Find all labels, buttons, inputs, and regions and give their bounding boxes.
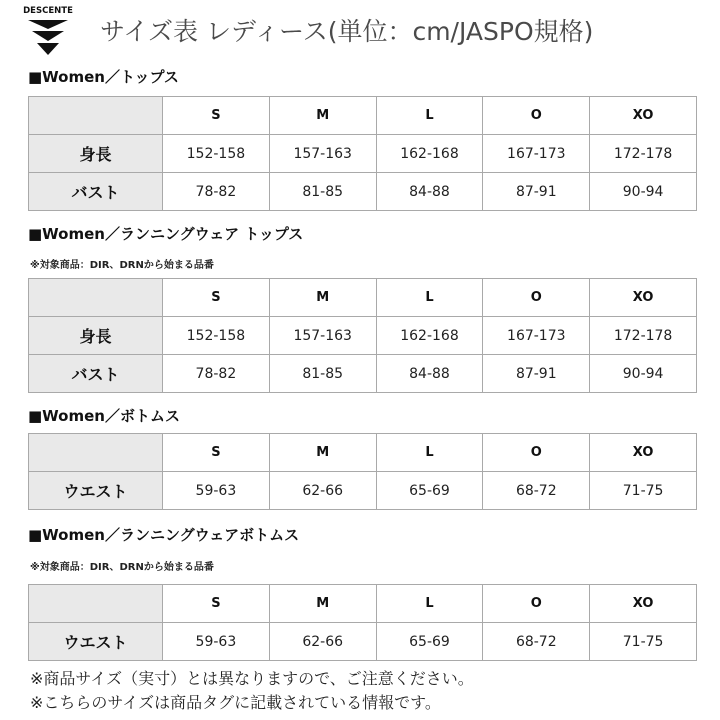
footer-note: ※商品サイズ（実寸）とは異なりますので、ご注意ください。	[30, 669, 474, 688]
size-header: L	[376, 279, 483, 317]
table-cell: 84-88	[376, 173, 483, 211]
target-products-note: ※対象商品：DIR、DRNから始まる品番	[30, 260, 214, 271]
table-cell: 87-91	[483, 173, 590, 211]
page-header	[0, 0, 720, 62]
size-header: O	[483, 585, 590, 623]
table-row	[29, 623, 697, 661]
table-cell: 71-75	[590, 472, 697, 510]
size-table-tops	[28, 96, 697, 211]
row-label: バスト	[29, 173, 163, 211]
size-header: XO	[590, 97, 697, 135]
size-header: S	[163, 585, 270, 623]
size-header: M	[269, 434, 376, 472]
size-header: XO	[590, 585, 697, 623]
table-header-row	[29, 434, 697, 472]
table-corner	[29, 97, 163, 135]
table-row	[29, 135, 697, 173]
table-cell: 68-72	[483, 472, 590, 510]
descente-logo-icon	[28, 20, 68, 56]
size-header: S	[163, 97, 270, 135]
table-cell: 162-168	[376, 317, 483, 355]
size-header: L	[376, 434, 483, 472]
table-cell: 157-163	[269, 317, 376, 355]
section-heading: ■Women／トップス	[28, 68, 179, 86]
table-cell: 65-69	[376, 472, 483, 510]
row-label: 身長	[29, 317, 163, 355]
table-cell: 78-82	[163, 173, 270, 211]
table-cell: 71-75	[590, 623, 697, 661]
table-cell: 162-168	[376, 135, 483, 173]
table-corner	[29, 434, 163, 472]
target-products-note: ※対象商品：DIR、DRNから始まる品番	[30, 562, 214, 573]
table-cell: 65-69	[376, 623, 483, 661]
size-header: O	[483, 97, 590, 135]
table-cell: 68-72	[483, 623, 590, 661]
table-row	[29, 355, 697, 393]
table-cell: 152-158	[163, 135, 270, 173]
table-cell: 84-88	[376, 355, 483, 393]
table-header-row	[29, 97, 697, 135]
logo-text: DESCENTE	[23, 6, 73, 16]
size-header: L	[376, 97, 483, 135]
table-header-row	[29, 279, 697, 317]
table-corner	[29, 279, 163, 317]
table-cell: 59-63	[163, 623, 270, 661]
size-header: XO	[590, 279, 697, 317]
size-table-running-bottoms	[28, 584, 697, 661]
table-cell: 81-85	[269, 355, 376, 393]
size-header: XO	[590, 434, 697, 472]
size-header: M	[269, 585, 376, 623]
table-cell: 90-94	[590, 173, 697, 211]
table-row	[29, 317, 697, 355]
size-table-bottoms	[28, 433, 697, 510]
table-cell: 87-91	[483, 355, 590, 393]
table-cell: 90-94	[590, 355, 697, 393]
table-corner	[29, 585, 163, 623]
size-header: O	[483, 434, 590, 472]
page-title: サイズ表 レディース(単位：cm/JASPO規格)	[100, 17, 594, 46]
size-header: S	[163, 279, 270, 317]
row-label: 身長	[29, 135, 163, 173]
table-cell: 172-178	[590, 135, 697, 173]
footer-note: ※こちらのサイズは商品タグに記載されている情報です。	[30, 693, 441, 712]
section-heading: ■Women／ランニングウェアボトムス	[28, 526, 300, 544]
table-cell: 152-158	[163, 317, 270, 355]
size-header: M	[269, 97, 376, 135]
size-table-running-tops	[28, 278, 697, 393]
table-cell: 172-178	[590, 317, 697, 355]
section-heading: ■Women／ランニングウェア トップス	[28, 225, 304, 243]
section-heading: ■Women／ボトムス	[28, 407, 180, 425]
table-cell: 62-66	[269, 472, 376, 510]
size-header: L	[376, 585, 483, 623]
brand-logo	[22, 6, 74, 58]
table-cell: 59-63	[163, 472, 270, 510]
row-label: バスト	[29, 355, 163, 393]
table-cell: 78-82	[163, 355, 270, 393]
table-row	[29, 472, 697, 510]
size-header: M	[269, 279, 376, 317]
size-header: O	[483, 279, 590, 317]
row-label: ウエスト	[29, 623, 163, 661]
table-cell: 157-163	[269, 135, 376, 173]
table-header-row	[29, 585, 697, 623]
table-cell: 167-173	[483, 135, 590, 173]
table-cell: 81-85	[269, 173, 376, 211]
table-cell: 62-66	[269, 623, 376, 661]
size-header: S	[163, 434, 270, 472]
table-row	[29, 173, 697, 211]
row-label: ウエスト	[29, 472, 163, 510]
table-cell: 167-173	[483, 317, 590, 355]
